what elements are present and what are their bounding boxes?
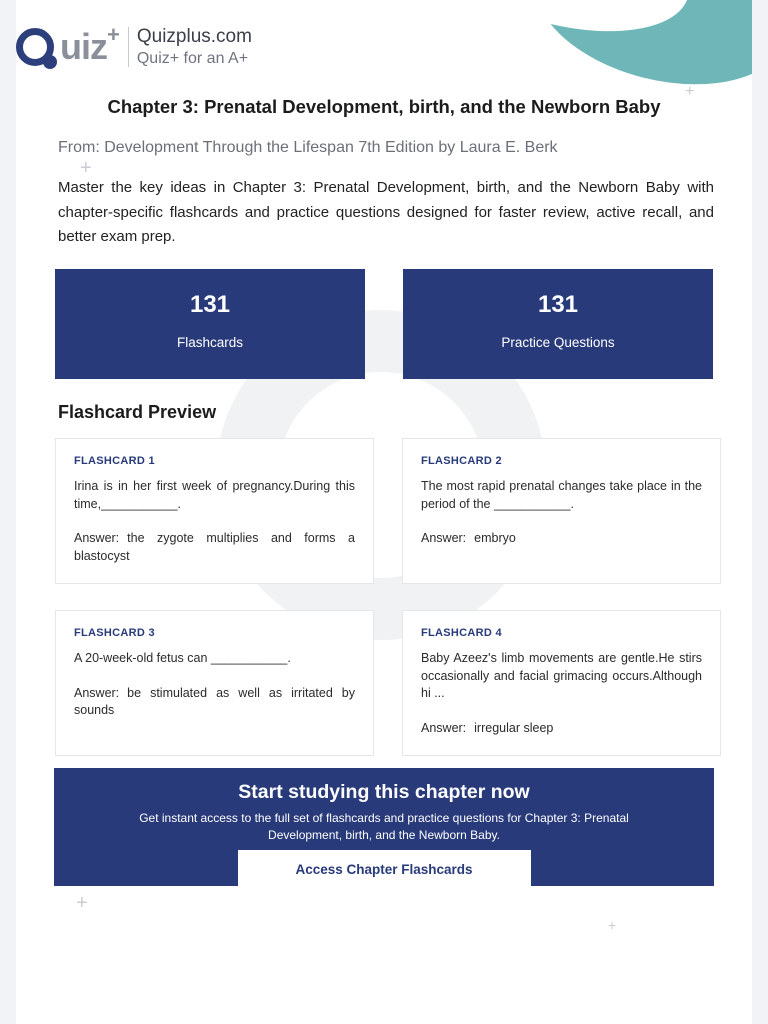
source-book: From: Development Through the Lifespan 7th Edition by Laura E. Berk — [58, 139, 558, 156]
flashcard-label: FLASHCARD 3 — [74, 627, 155, 639]
cta-title: Start studying this chapter now — [238, 781, 530, 803]
logo-plus: + — [107, 22, 120, 47]
plus-decoration-icon: + — [76, 892, 88, 914]
flashcard-question: A 20-week-old fetus can ___________. — [74, 651, 291, 665]
cta-description: Get instant access to the full set of flashcards and practice questions for Chapter 3: Prenatal Development, birth, and the Newborn Baby. — [139, 811, 629, 842]
intro-paragraph: Master the key ideas in Chapter 3: Prenatal Development, birth, and the Newborn Baby with chapter-specific flashcards and practice questions designed for faster review, active recall, and better exam prep. — [58, 179, 714, 245]
plus-decoration-icon: + — [608, 917, 617, 933]
stat-number: 131 — [189, 291, 231, 318]
answer-label: Answer: — [421, 531, 467, 545]
answer-text: embryo — [474, 531, 516, 545]
answer-text: irregular sleep — [474, 720, 554, 735]
start-studying-banner — [54, 768, 714, 886]
quizplus-logo[interactable] — [16, 22, 252, 68]
answer-label: Answer: — [421, 720, 467, 735]
flashcards-count-box[interactable] — [55, 269, 365, 379]
logo-divider — [128, 27, 129, 67]
flashcard-card[interactable] — [402, 610, 721, 756]
flashcard-answer — [74, 685, 355, 720]
stat-number: 131 — [537, 291, 579, 318]
flashcard-label: FLASHCARD 1 — [74, 455, 155, 467]
access-flashcards-button[interactable]: Access Chapter Flashcards — [238, 850, 531, 888]
flashcard-question: The most rapid prenatal changes take place in the period of the ___________. — [421, 479, 702, 511]
flashcard-card[interactable] — [55, 438, 374, 584]
flashcard-answer — [74, 530, 355, 565]
flashcard-label: FLASHCARD 2 — [421, 455, 502, 467]
flashcard-question: Baby Azeez's limb movements are gentle.He stirs occasionally and facial grimacing occurs.Although hi ... — [421, 651, 702, 700]
stat-label: Flashcards — [176, 335, 244, 350]
flashcard-answer — [421, 720, 702, 738]
flashcard-card[interactable] — [402, 438, 721, 584]
site-tagline: Quiz+ for an A+ — [136, 50, 249, 67]
plus-decoration-icon: + — [80, 157, 92, 179]
answer-text: the zygote multiplies and forms a blastocyst — [74, 531, 355, 563]
stat-label: Practice Questions — [501, 335, 615, 350]
logo-q-icon — [16, 28, 54, 66]
page — [16, 0, 752, 1024]
flashcard-answer — [421, 530, 702, 548]
logo-word: uiz — [60, 26, 107, 67]
answer-label: Answer: — [74, 531, 120, 545]
practice-questions-count-box[interactable] — [403, 269, 713, 379]
flashcard-label: FLASHCARD 4 — [421, 627, 502, 639]
answer-text: be stimulated as well as irritated by sounds — [74, 685, 355, 717]
logo-text — [137, 26, 252, 68]
plus-decoration-icon: + — [685, 83, 695, 100]
flashcard-preview-title: Flashcard Preview — [58, 402, 217, 422]
site-name: Quizplus.com — [136, 26, 252, 47]
answer-label: Answer: — [74, 685, 120, 700]
page-title: Chapter 3: Prenatal Development, birth, and the Newborn Baby — [107, 96, 661, 117]
flashcard-question: Irina is in her first week of pregnancy.During this time,___________. — [74, 479, 355, 511]
flashcard-card[interactable] — [55, 610, 374, 756]
